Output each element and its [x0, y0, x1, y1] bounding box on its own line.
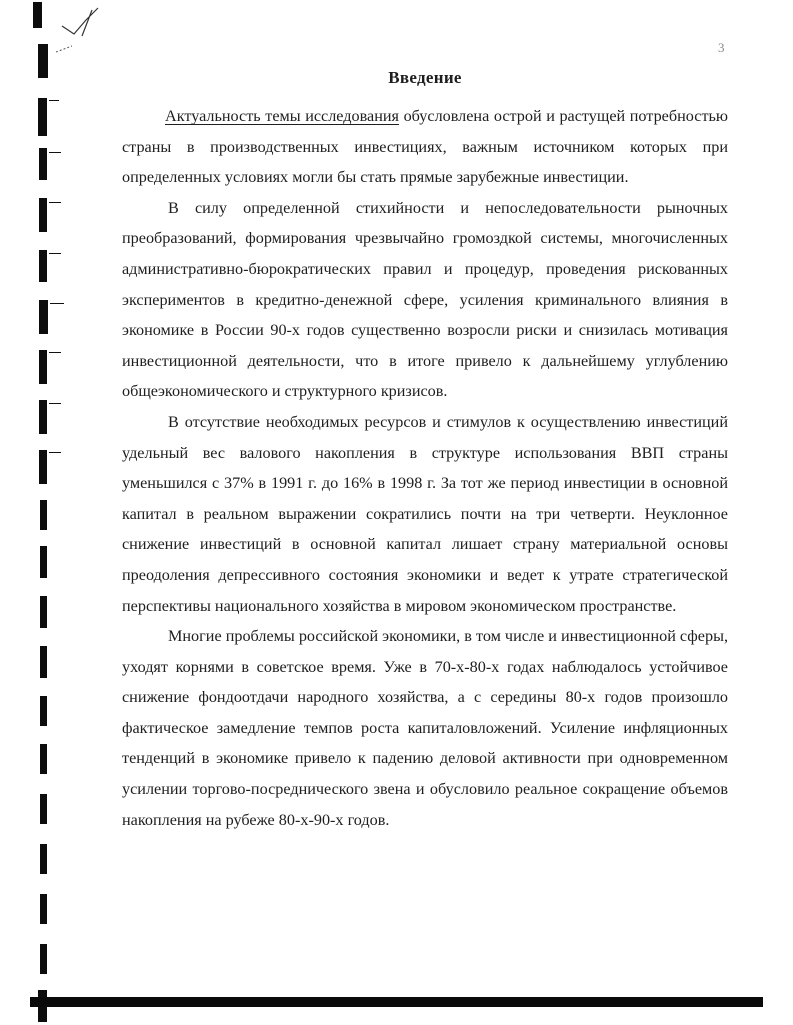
binding-tick: [49, 152, 61, 153]
paragraph: В силу определенной стихийности и непоследовательности рыночных преобразований, формирования чрезвычайно громоздкой системы, многочисленных административно-бюрократических правил и процедур, проведения рискованных экспериментов в кредитно-денежной сфере, усиления криминального влияния в экономике в России 90-х годов существенно возросли риски и снизилась мотивация инвестиционной деятельности, что в итоге привело к дальнейшему углублению общеэкономического и структурного кризисов.: [122, 198, 728, 401]
binding-mark: [40, 500, 47, 530]
binding-mark: [40, 696, 47, 726]
paragraph: Многие проблемы российской экономики, в том числе и инвестиционной сферы, уходят корнями в советское время. Уже в 70-х-80-х годах наблюдалось устойчивое снижение фондоотдачи народного хозяйства, а с середины 80-х годов произошло фактическое замедление темпов роста капиталовложений. Усиление инфляционных тенденций в экономике привело к падению деловой активности при одновременном усилении торгово-посреднического звена и обусловило реальное сокращение объемов накопления на рубеже 80-х-90-х годов.: [122, 627, 728, 829]
binding-tick: [49, 202, 61, 203]
binding-mark: [39, 198, 47, 232]
body-text: [122, 101, 728, 835]
binding-mark: [40, 546, 47, 578]
page-number: 3: [718, 40, 725, 55]
bottom-scan-rule: [30, 997, 763, 1007]
paragraph-text: обусловлена острой и растущей потребностью страны в производственных инвестициях, важным источником которых при определенных условиях могли бы стать прямые зарубежные инвестиции.: [122, 107, 728, 187]
pen-scribble-mark: [52, 6, 112, 56]
binding-tick: [50, 303, 64, 304]
binding-mark: [40, 944, 47, 974]
binding-mark: [39, 300, 48, 334]
binding-mark: [39, 250, 47, 282]
binding-mark: [33, 2, 42, 28]
binding-tick: [49, 403, 61, 404]
binding-mark: [40, 646, 47, 678]
binding-tick: [49, 452, 61, 453]
binding-mark: [40, 794, 47, 824]
page-title: Введение: [388, 68, 462, 87]
binding-mark: [39, 350, 47, 384]
binding-mark: [40, 844, 47, 874]
binding-mark: [39, 400, 47, 434]
binding-mark: [40, 744, 47, 774]
underlined-lead-phrase: Актуальность темы исследования: [165, 107, 399, 125]
binding-mark: [38, 98, 47, 136]
binding-tick: [49, 253, 61, 254]
binding-mark: [39, 450, 47, 484]
binding-mark: [39, 148, 47, 180]
binding-mark: [40, 894, 47, 924]
binding-mark: [40, 596, 47, 628]
paragraph: [122, 101, 728, 193]
binding-tick: [49, 100, 59, 101]
binding-tick: [49, 352, 61, 353]
paragraph: В отсутствие необходимых ресурсов и стимулов к осуществлению инвестиций удельный вес валового накопления в структуре использования ВВП страны уменьшился с 37% в 1991 г. до 16% в 1998 г. За тот же период инвестиции в основной капитал в реальном выражении сократились почти на три четверти. Неуклонное снижение инвестиций в основной капитал лишает страну материальной основы преодоления депрессивного состояния экономики и ведет к утрате стратегической перспективы национального хозяйства в мировом экономическом пространстве.: [122, 412, 728, 615]
